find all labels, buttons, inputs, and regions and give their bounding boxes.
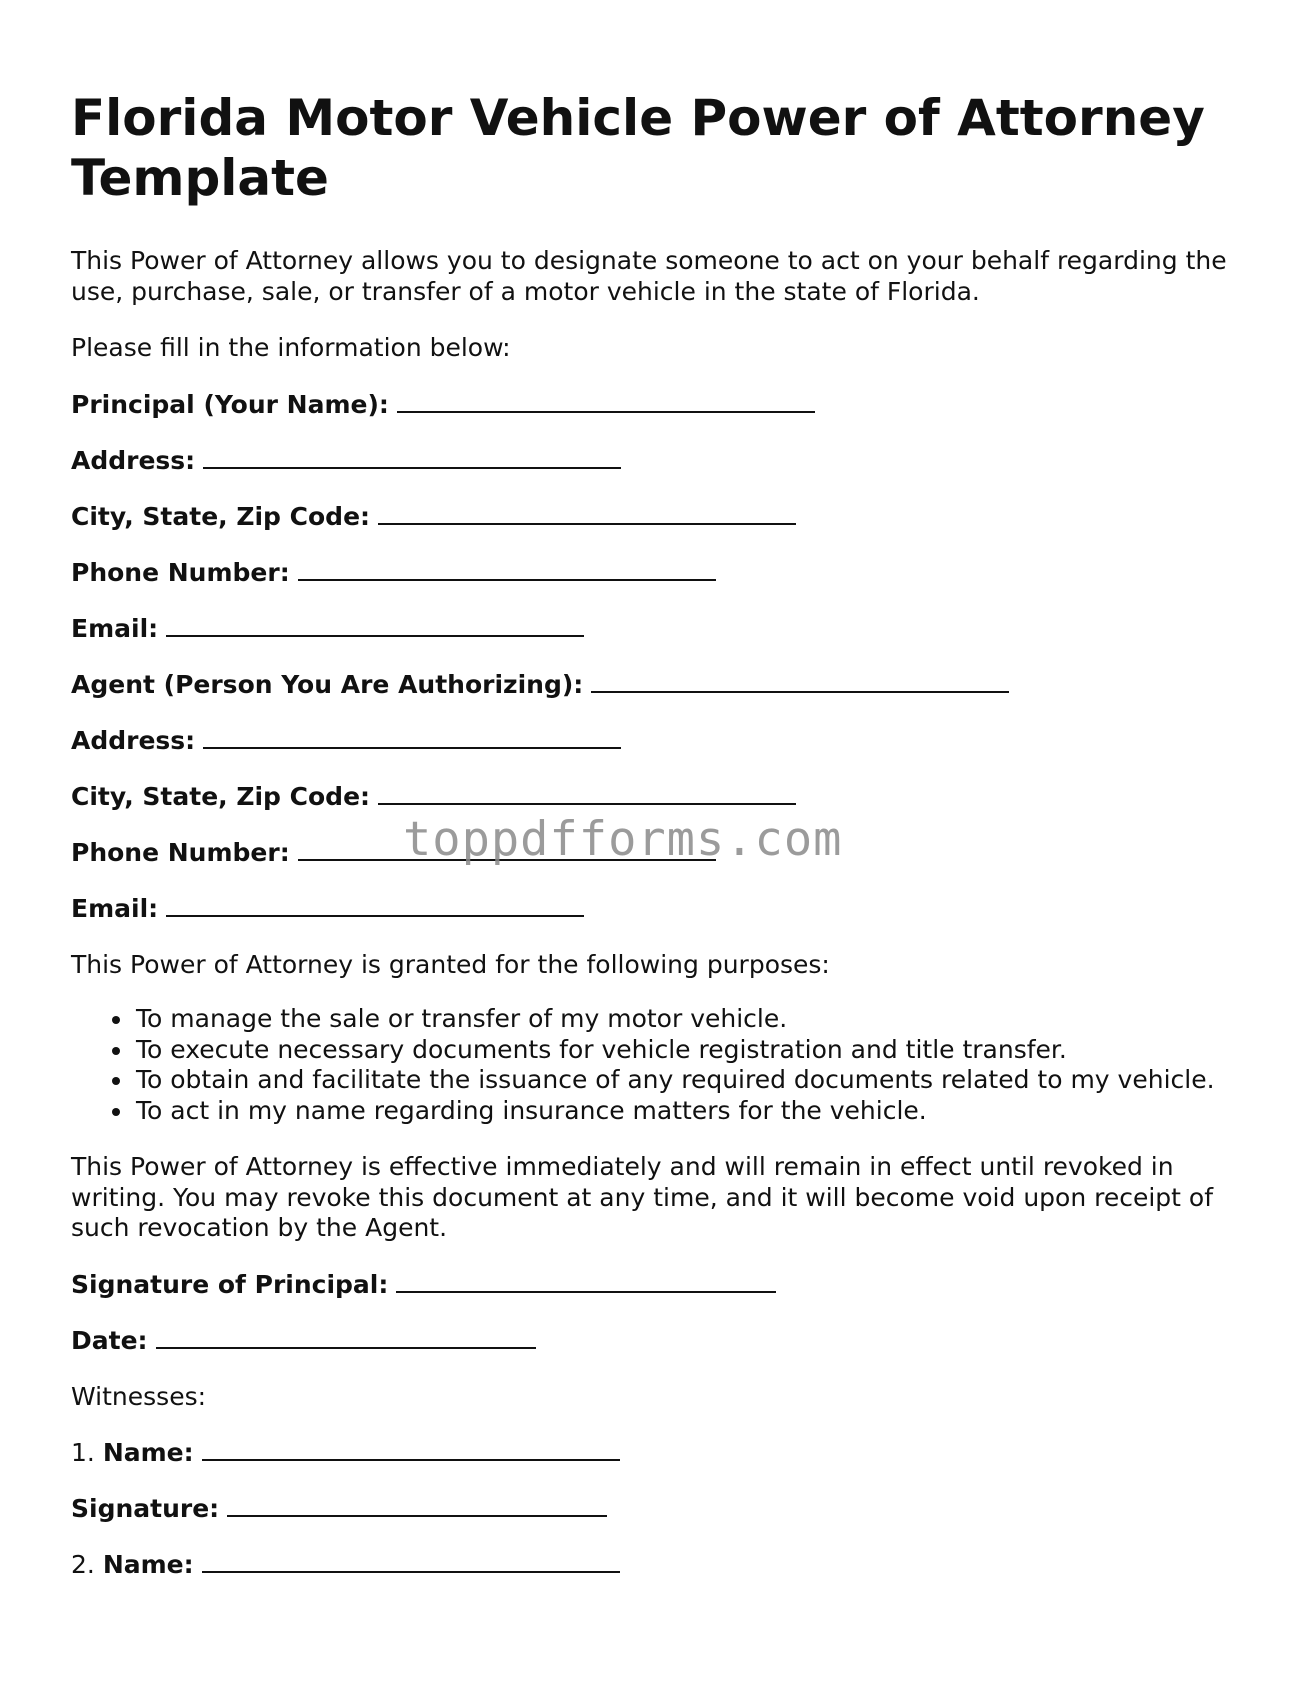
field-label: Principal (Your Name): [71,389,389,419]
witness-number: 1. [71,1438,95,1467]
purposes-list [71,1004,1241,1126]
list-item: • To act in my name regarding insurance matters for the vehicle. [134,1096,1241,1127]
field-label: Date: [71,1325,148,1355]
agent-address-field[interactable] [71,726,1241,756]
blank-line[interactable] [298,559,716,581]
principal-name-field[interactable] [71,390,1241,420]
blank-line[interactable] [298,839,716,861]
field-label: Signature: [71,1494,220,1523]
witness2-name-field[interactable] [71,1550,1241,1580]
field-label: Email: [71,893,159,923]
field-label: Phone Number: [71,837,290,867]
field-label: Name: [102,1550,194,1579]
field-label: Address: [71,725,196,755]
principal-phone-field[interactable] [71,558,1241,588]
blank-line[interactable] [227,1495,607,1517]
principal-address-field[interactable] [71,446,1241,476]
purposes-intro: This Power of Attorney is granted for the following purposes: [71,949,830,979]
agent-phone-field[interactable] [71,838,1241,868]
field-label: Signature of Principal: [71,1269,389,1299]
field-label: City, State, Zip Code: [71,781,371,811]
field-label: Email: [71,613,159,643]
blank-line[interactable] [378,503,796,525]
principal-city-field[interactable] [71,502,1241,532]
field-label: Name: [102,1438,194,1467]
blank-line[interactable] [591,671,1009,693]
page-title: Florida Motor Vehicle Power of Attorney Template [71,89,1205,207]
list-item: • To obtain and facilitate the issuance of any required documents related to my vehicle. [134,1065,1241,1096]
witness-number: 2. [71,1550,95,1579]
blank-line[interactable] [202,1439,620,1461]
blank-line[interactable] [156,1327,536,1349]
witness1-name-field[interactable] [71,1438,1241,1468]
agent-city-field[interactable] [71,782,1241,812]
blank-line[interactable] [396,1271,776,1293]
principal-email-field[interactable] [71,614,1241,644]
agent-email-field[interactable] [71,894,1241,924]
blank-line[interactable] [397,391,815,413]
list-item: • To execute necessary documents for vehicle registration and title transfer. [134,1035,1241,1066]
field-label: Phone Number: [71,557,290,587]
agent-name-field[interactable] [71,670,1241,700]
blank-line[interactable] [166,895,584,917]
witness1-signature-field[interactable] [71,1494,1241,1524]
field-label: Address: [71,445,196,475]
principal-signature-field[interactable] [71,1270,1241,1300]
blank-line[interactable] [166,615,584,637]
blank-line[interactable] [378,783,796,805]
intro-paragraph: This Power of Attorney allows you to designate someone to act on your behalf regarding the use, purchase, sale, or transfer of a motor vehicle in the state of Florida. [71,246,1227,306]
blank-line[interactable] [203,727,621,749]
effective-paragraph: This Power of Attorney is effective immediately and will remain in effect until revoked in writing. You may revoke this document at any time, and it will become void upon receipt of such revocation by the Agent. [71,1152,1214,1242]
field-label: Agent (Person You Are Authorizing): [71,669,584,699]
fill-note: Please fill in the information below: [71,333,511,362]
document-page [71,88,1241,1606]
blank-line[interactable] [203,447,621,469]
list-item: • To manage the sale or transfer of my motor vehicle. [134,1004,1241,1035]
date-field[interactable] [71,1326,1241,1356]
witnesses-heading: Witnesses: [71,1381,207,1411]
watermark: toppdfforms.com [403,812,843,867]
field-label: City, State, Zip Code: [71,501,371,531]
blank-line[interactable] [202,1551,620,1573]
